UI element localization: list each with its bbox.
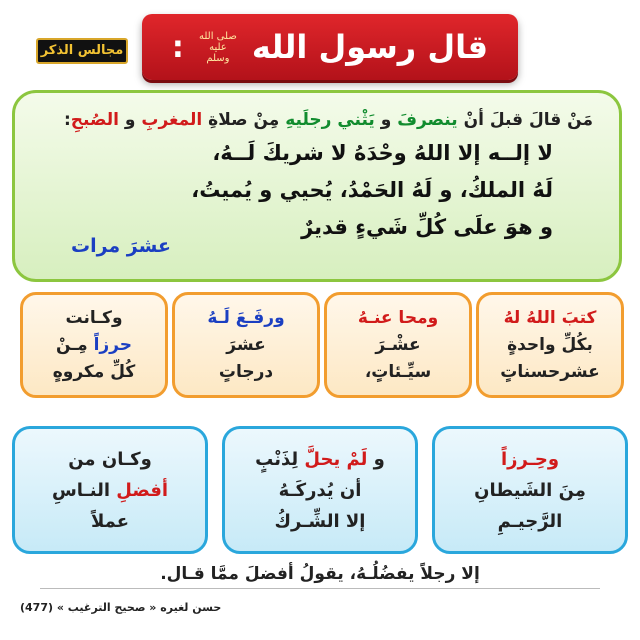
site-logo [36, 38, 128, 64]
intro-and1: و [380, 110, 392, 130]
intro-part3: مِنْ صلاةِ [208, 110, 280, 130]
card-line: درجاتٍ [218, 361, 274, 382]
card-heading: كتبَ اللهُ لهُ [503, 307, 597, 328]
card-line: مِنَ الشَيطانِ [474, 479, 586, 501]
exception-line: إلا رجلاً يفضُلُـهُ، يقولُ أفضلَ ممَّا قـال. [160, 564, 480, 584]
card-pre: وكـانت [65, 307, 123, 328]
repeat-count: عشرَ مرات [71, 235, 171, 257]
card-heading: ورفَـعَ لَـهُ [207, 307, 285, 328]
banner-colon: : [171, 29, 184, 65]
card-heading: ومحا عنـهُ [357, 307, 439, 328]
reward-card-shaytan [432, 426, 628, 554]
reward-card-hirz [20, 292, 168, 398]
reward-card-dhanb [222, 426, 418, 554]
card-line: سيِّـئاتٍ، [364, 361, 432, 382]
intro-part1: مَنْ قالَ قبلَ أنْ [463, 110, 593, 130]
title-banner [142, 14, 518, 80]
intro-maghrib: المغربِ [141, 110, 203, 130]
reward-card-darajat [172, 292, 320, 398]
intro-line [41, 105, 593, 135]
card-line: الرَّجيـمِ [497, 510, 563, 532]
source-citation: حسن لغيره « صحيح الترغيب » (477) [20, 601, 222, 614]
card-line: كُلِّ مكروهٍ [52, 361, 136, 382]
card-line: عملاً [90, 510, 130, 532]
reward-card-hasanat [476, 292, 624, 398]
logo-text: مجالس الذكر [40, 43, 124, 58]
intro-and2: و [124, 110, 136, 130]
intro-yathni: يَثْني رجلَيهِ [285, 110, 375, 130]
card-line: بكُلِّ واحدةٍ [507, 334, 593, 355]
divider [40, 588, 600, 589]
banner-title: قال رسول الله [251, 28, 489, 66]
dhikr-line-3: و هوَ علَى كُلِّ شَيءٍ قديرٌ [301, 215, 553, 239]
card-pre: وكـان من [68, 448, 152, 470]
card-heading: لَمْ يحلَّ [304, 448, 368, 470]
card-line: عشْـرَ [375, 334, 421, 355]
card-heading: حرزاً [93, 334, 133, 355]
card-line: أن يُدركَـهُ [278, 479, 362, 501]
reward-card-sayyiat [324, 292, 472, 398]
intro-subh: الصُبحِ [70, 110, 119, 130]
card-line: إلا الشِّـركُ [274, 510, 366, 532]
card-line: عشرَ [226, 334, 266, 355]
dhikr-line-2: لَهُ الملكُ، و لَهُ الحَمْدُ، يُحيي و يُميتُ، [191, 178, 553, 202]
card-pre: و [373, 448, 385, 470]
card-line: عشرحسناتٍ [500, 361, 600, 382]
intro-yansarif: ينصرفَ [397, 110, 458, 130]
card-post: النـاسِ [51, 479, 110, 501]
card-post: لِذَنْبٍ [255, 448, 299, 470]
intro-colon: : [63, 110, 71, 130]
card-heading: وحِـرزاً [500, 448, 560, 470]
reward-card-afdal [12, 426, 208, 554]
dhikr-line-1: لا إلــه إلا اللهُ وحْدَهُ لا شريكَ لَــهُ، [212, 141, 553, 165]
card-post: مِـنْ [56, 334, 88, 355]
card-heading: أفضلِ [116, 479, 169, 501]
salutation-mark: صلى الله عليه وسلم [199, 30, 237, 64]
hadith-text-box [12, 90, 622, 282]
